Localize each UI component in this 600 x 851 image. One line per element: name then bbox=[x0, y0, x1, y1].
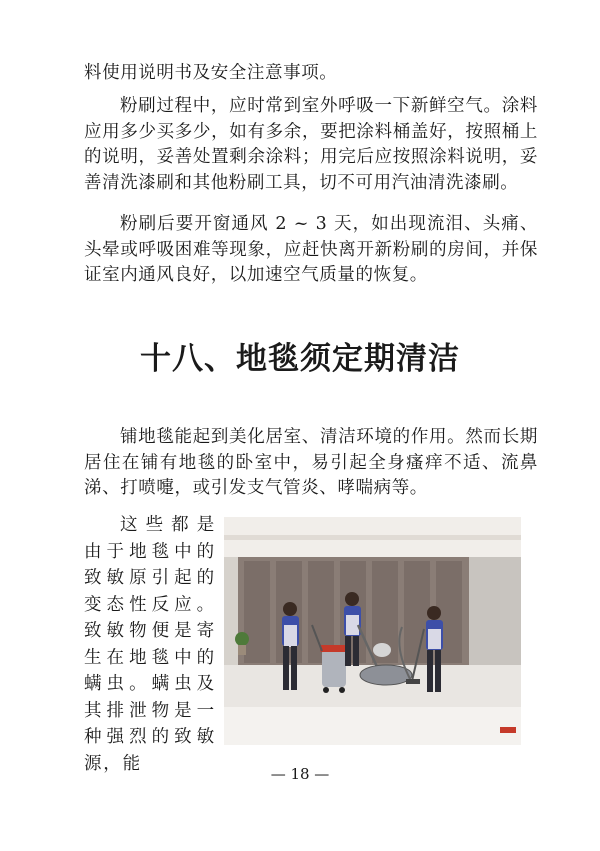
paragraph-allergen-wrapped: 这些都是由于地毯中的致敏原引起的变态性反应。致敏物便是寄生在地毯中的螨虫。螨虫及其排泄物是一种强烈的致敏源，能 bbox=[84, 515, 216, 774]
floor-reflection bbox=[224, 707, 521, 745]
side-wall bbox=[469, 557, 521, 665]
section-heading: 十八、地毯须定期清洁 bbox=[140, 341, 460, 377]
ceiling-trim bbox=[224, 535, 521, 540]
paragraph-ventilation: 粉刷后要开窗通风 2 ~ 3 天，如出现流泪、头痛、头晕或呼吸困难等现象，应赶快离开新粉刷的房间，并保证室内通风良好，以加速空气质量的恢复。 bbox=[84, 214, 538, 285]
page-number: — 18 — bbox=[270, 765, 330, 783]
paragraph-carpet-intro: 铺地毯能起到美化居室、清洁环境的作用。然而长期居住在铺有地毯的卧室中，易引起全身瘙痒不适、流鼻涕、打喷嚏，或引发支气管炎、哮喘病等。 bbox=[84, 427, 538, 498]
cleaning-staff-photo bbox=[224, 517, 521, 745]
left-pillar bbox=[224, 557, 238, 665]
paragraph-painting-process: 粉刷过程中，应时常到室外呼吸一下新鲜空气。涂料应用多少买多少，如有多余，要把涂料桶盖好，按照桶上的说明，妥善处置剩余涂料；用完后应按照涂料说明，妥善清洗漆刷和其他粉刷工具，切不可用汽油清洗漆刷。 bbox=[84, 96, 538, 193]
watermark-mark bbox=[500, 727, 516, 733]
paragraph-continuation: 料使用说明书及安全注意事项。 bbox=[84, 63, 338, 83]
